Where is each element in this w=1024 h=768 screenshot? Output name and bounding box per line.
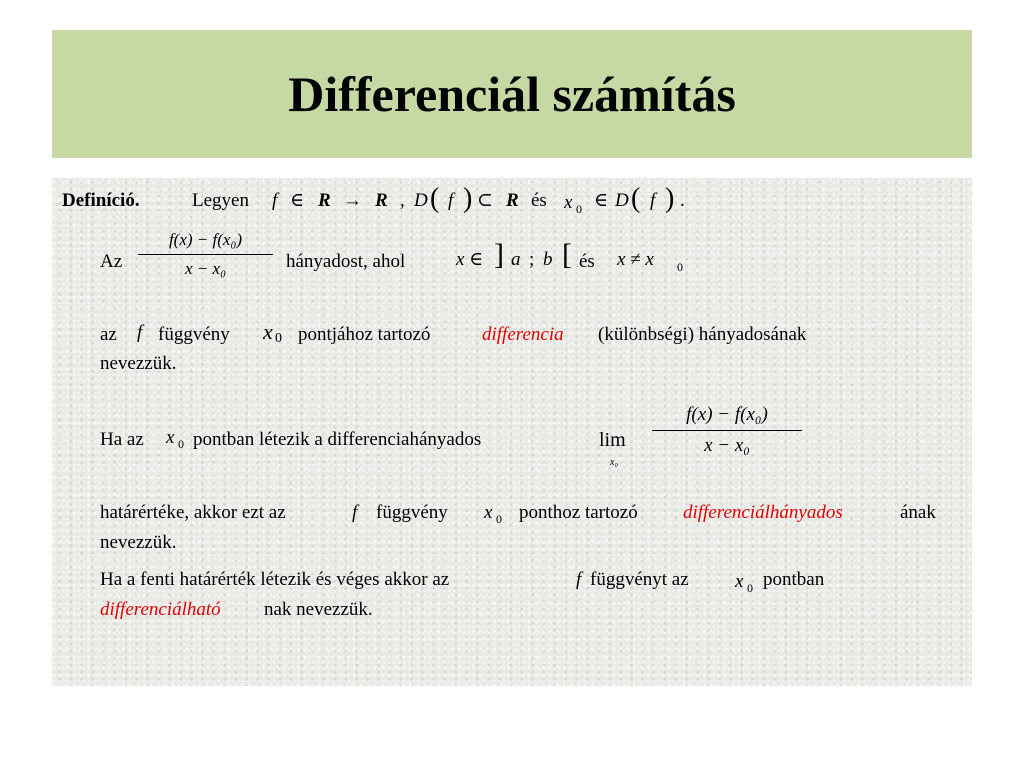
slide-title: Differenciál számítás — [288, 66, 736, 122]
f-symbol-6: f — [576, 569, 582, 590]
fuggveny-text-2: függvény — [376, 502, 448, 523]
lim-symbol: lim — [599, 429, 626, 451]
subset-symbol: ⊂ — [477, 190, 493, 211]
arrow-symbol: → — [343, 190, 362, 211]
anak-text: ának — [900, 502, 936, 523]
x0-subscript-5: 0 — [496, 512, 502, 526]
b-symbol: b — [543, 249, 553, 270]
f-symbol-4: f — [137, 322, 143, 343]
nevezzuk-text-2: nevezzük. — [100, 532, 177, 553]
legyen-text: Legyen — [192, 190, 249, 211]
fraction-numerator: f(x) − f(x₀) — [168, 230, 243, 249]
paren-open: ( — [430, 183, 440, 214]
differencia-term: differencia — [482, 324, 564, 345]
limit-denominator: x − x₀ — [704, 435, 750, 456]
x-symbol-3: x — [166, 427, 175, 448]
comma: , — [400, 190, 405, 211]
interval-bracket-close: [ — [562, 238, 572, 271]
az-text: Az — [100, 251, 123, 272]
a-symbol: a — [511, 249, 521, 270]
domain-symbol-2: D — [615, 190, 629, 211]
differencialhato-term: differenciálható — [100, 599, 221, 620]
x-in-symbol: x ∈ — [456, 249, 484, 270]
fuggveny-text: függvény — [158, 324, 230, 345]
nevezzuk-text: nevezzük. — [100, 353, 177, 374]
x0-subscript-3: 0 — [275, 331, 282, 346]
ha-a-fenti-text: Ha a fenti határérték létezik és véges akkor az — [100, 569, 450, 590]
real-set-symbol: R — [318, 190, 331, 211]
az-text-2: az — [100, 324, 117, 345]
kulonbsegi-text: (különbségi) hányadosának — [598, 324, 807, 345]
f-symbol-3: f — [650, 190, 656, 211]
differencialhanyados-term: differenciálhányados — [683, 502, 843, 523]
period: . — [680, 190, 685, 211]
lim-subscript: x₀ — [610, 457, 618, 468]
x0-subscript-6: 0 — [747, 581, 753, 595]
f-symbol: f — [272, 190, 278, 211]
limit-fraction — [652, 404, 802, 457]
element-of-symbol-2: ∈ — [594, 190, 609, 211]
fraction-bar — [138, 254, 273, 255]
f-symbol-2: f — [448, 190, 454, 211]
limit-numerator: f(x) − f(x₀) — [686, 404, 768, 425]
x-symbol-4: x — [484, 502, 493, 523]
x-symbol-5: x — [735, 571, 744, 592]
pontban-text-2: pontban — [763, 569, 825, 590]
x-neq-symbol: x ≠ x — [617, 249, 654, 270]
limit-fraction-bar — [652, 430, 802, 431]
es-text: és — [531, 190, 547, 211]
domain-symbol: D — [414, 190, 428, 211]
pontjahoz-text: pontjához tartozó — [298, 324, 431, 345]
x-symbol: x — [564, 192, 573, 213]
interval-bracket-open: ] — [494, 238, 504, 271]
fuggvenyt-text: függvényt az — [590, 569, 689, 590]
paren-close-2: ) — [665, 183, 675, 214]
hatarerteke-text: határértéke, akkor ezt az — [100, 502, 286, 523]
x-symbol-2: x — [263, 319, 273, 344]
es-text-2: és — [579, 251, 595, 272]
pontban-text: pontban létezik a differenciahányados — [193, 429, 482, 450]
x0-subscript-2: 0 — [677, 260, 683, 274]
semicolon: ; — [529, 249, 535, 270]
x0-subscript-4: 0 — [178, 437, 184, 451]
nak-nevezzuk-text: nak nevezzük. — [264, 599, 373, 620]
fraction-denominator: x − x₀ — [185, 259, 226, 278]
difference-quotient-fraction — [138, 230, 273, 279]
hanyadost-text: hányadost, ahol — [286, 251, 406, 272]
paren-open-2: ( — [631, 183, 641, 214]
element-of-symbol: ∈ — [290, 190, 305, 211]
real-set-symbol-2: R — [375, 190, 388, 211]
ponthoz-text: ponthoz tartozó — [519, 502, 638, 523]
f-symbol-5: f — [352, 502, 358, 523]
real-set-symbol-3: R — [506, 190, 519, 211]
ha-az-text: Ha az — [100, 429, 144, 450]
paren-close: ) — [463, 183, 473, 214]
title-bar — [52, 30, 972, 158]
definition-label: Definíció. — [62, 190, 140, 211]
x0-subscript: 0 — [576, 202, 582, 216]
